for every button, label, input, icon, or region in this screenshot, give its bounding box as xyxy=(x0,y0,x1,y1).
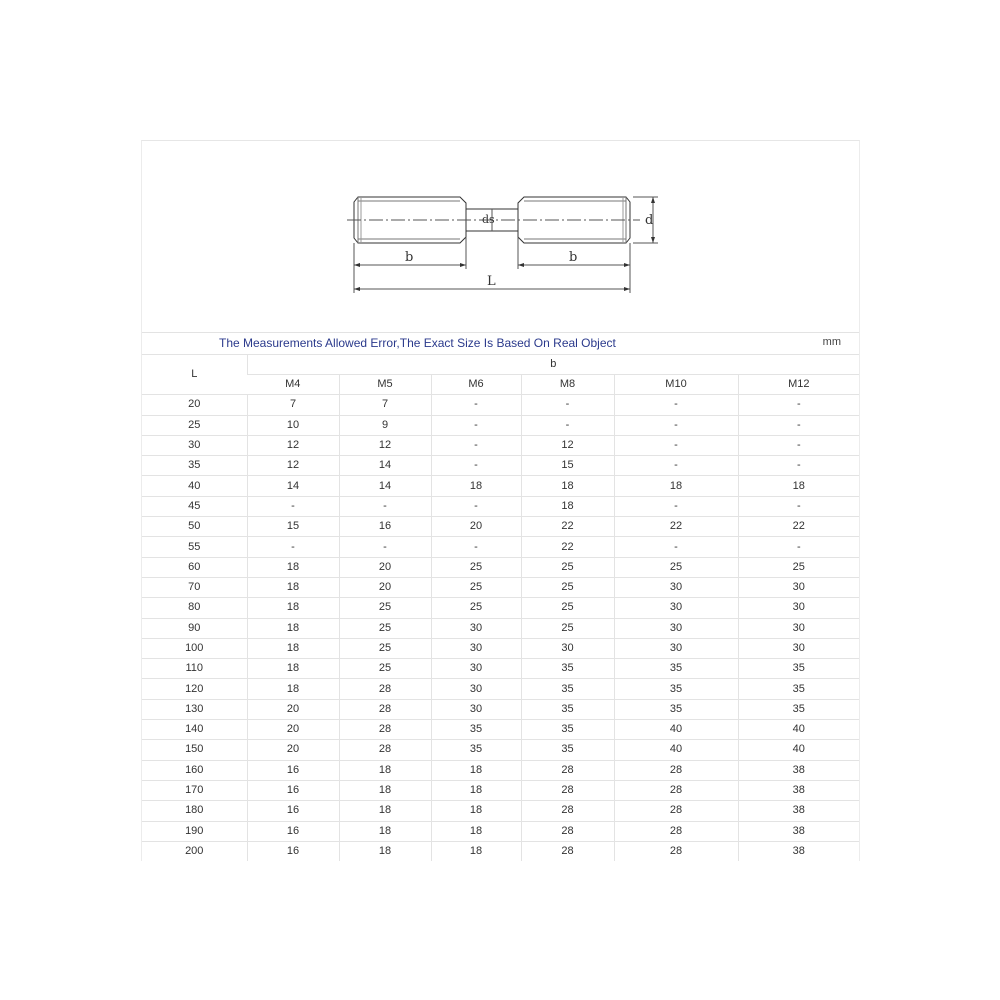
value-cell: 25 xyxy=(521,618,614,638)
value-cell: 35 xyxy=(614,659,738,679)
value-cell: 28 xyxy=(614,760,738,780)
value-cell: 22 xyxy=(738,517,859,537)
table-row xyxy=(142,638,859,658)
value-cell: - xyxy=(738,435,859,455)
value-cell: 40 xyxy=(614,740,738,760)
table-row xyxy=(142,801,859,821)
value-cell: 30 xyxy=(738,577,859,597)
value-cell: 30 xyxy=(431,638,521,658)
value-cell: 18 xyxy=(431,801,521,821)
length-cell: 20 xyxy=(142,395,247,415)
value-cell: 25 xyxy=(431,598,521,618)
length-cell: 160 xyxy=(142,760,247,780)
value-cell: - xyxy=(614,496,738,516)
value-cell: 18 xyxy=(431,821,521,841)
value-cell: 16 xyxy=(339,517,431,537)
length-cell: 190 xyxy=(142,821,247,841)
value-cell: - xyxy=(521,415,614,435)
value-cell: 35 xyxy=(431,720,521,740)
table-row xyxy=(142,821,859,841)
length-cell: 90 xyxy=(142,618,247,638)
value-cell: 18 xyxy=(431,760,521,780)
table-row xyxy=(142,537,859,557)
value-cell: 14 xyxy=(247,476,339,496)
value-cell: 15 xyxy=(247,517,339,537)
spec-table xyxy=(142,354,859,861)
note-row xyxy=(142,332,859,354)
table-row xyxy=(142,659,859,679)
value-cell: 12 xyxy=(247,435,339,455)
value-cell: 20 xyxy=(431,517,521,537)
value-cell: - xyxy=(738,537,859,557)
value-cell: 38 xyxy=(738,841,859,861)
value-cell: 30 xyxy=(738,598,859,618)
value-cell: 18 xyxy=(431,780,521,800)
value-cell: 28 xyxy=(339,699,431,719)
value-cell: - xyxy=(339,496,431,516)
table-row xyxy=(142,395,859,415)
value-cell: 7 xyxy=(339,395,431,415)
value-cell: 18 xyxy=(247,598,339,618)
value-cell: 16 xyxy=(247,801,339,821)
value-cell: 40 xyxy=(738,720,859,740)
value-cell: - xyxy=(614,435,738,455)
value-cell: 40 xyxy=(738,740,859,760)
table-row xyxy=(142,476,859,496)
value-cell: 20 xyxy=(247,740,339,760)
value-cell: 30 xyxy=(614,618,738,638)
value-cell: 16 xyxy=(247,841,339,861)
value-cell: - xyxy=(521,395,614,415)
value-cell: 25 xyxy=(339,659,431,679)
value-cell: 18 xyxy=(247,659,339,679)
value-cell: 35 xyxy=(738,679,859,699)
length-cell: 110 xyxy=(142,659,247,679)
value-cell: 14 xyxy=(339,476,431,496)
length-cell: 130 xyxy=(142,699,247,719)
value-cell: 28 xyxy=(339,740,431,760)
value-cell: 30 xyxy=(521,638,614,658)
table-row xyxy=(142,760,859,780)
value-cell: 25 xyxy=(738,557,859,577)
length-cell: 25 xyxy=(142,415,247,435)
value-cell: 20 xyxy=(339,577,431,597)
table-row xyxy=(142,456,859,476)
value-cell: 12 xyxy=(247,456,339,476)
column-header: M4 xyxy=(247,375,339,395)
value-cell: 18 xyxy=(247,577,339,597)
value-cell: 30 xyxy=(431,659,521,679)
value-cell: 28 xyxy=(614,841,738,861)
value-cell: 35 xyxy=(738,659,859,679)
dim-b-left-label: b xyxy=(405,250,414,265)
value-cell: - xyxy=(431,496,521,516)
value-cell: 25 xyxy=(521,577,614,597)
value-cell: 38 xyxy=(738,801,859,821)
value-cell: 18 xyxy=(521,476,614,496)
value-cell: 35 xyxy=(521,740,614,760)
value-cell: 28 xyxy=(521,821,614,841)
value-cell: 15 xyxy=(521,456,614,476)
value-cell: 28 xyxy=(614,780,738,800)
unit-label: mm xyxy=(822,336,841,348)
length-cell: 180 xyxy=(142,801,247,821)
value-cell: - xyxy=(339,537,431,557)
value-cell: 25 xyxy=(431,577,521,597)
value-cell: 35 xyxy=(614,699,738,719)
value-cell: 25 xyxy=(521,598,614,618)
measurement-note: The Measurements Allowed Error,The Exact Size Is Based On Real Object xyxy=(219,336,616,350)
length-cell: 40 xyxy=(142,476,247,496)
value-cell: 20 xyxy=(247,720,339,740)
value-cell: 35 xyxy=(614,679,738,699)
table-row xyxy=(142,841,859,861)
value-cell: 22 xyxy=(521,537,614,557)
value-cell: 35 xyxy=(521,679,614,699)
value-cell: - xyxy=(247,496,339,516)
value-cell: 25 xyxy=(521,557,614,577)
value-cell: 38 xyxy=(738,821,859,841)
value-cell: 22 xyxy=(521,517,614,537)
value-cell: 9 xyxy=(339,415,431,435)
dim-L-label: L xyxy=(487,274,496,289)
value-cell: 40 xyxy=(614,720,738,740)
value-cell: 18 xyxy=(247,638,339,658)
length-cell: 120 xyxy=(142,679,247,699)
table-row xyxy=(142,557,859,577)
length-cell: 150 xyxy=(142,740,247,760)
value-cell: 38 xyxy=(738,760,859,780)
table-row xyxy=(142,517,859,537)
value-cell: 30 xyxy=(431,618,521,638)
header-b: b xyxy=(247,355,859,375)
value-cell: 35 xyxy=(521,720,614,740)
value-cell: 28 xyxy=(614,821,738,841)
value-cell: 18 xyxy=(738,476,859,496)
table-row xyxy=(142,435,859,455)
value-cell: 28 xyxy=(614,801,738,821)
value-cell: 7 xyxy=(247,395,339,415)
value-cell: 30 xyxy=(614,598,738,618)
value-cell: - xyxy=(738,395,859,415)
value-cell: 20 xyxy=(339,557,431,577)
value-cell: 20 xyxy=(247,699,339,719)
value-cell: 18 xyxy=(339,801,431,821)
value-cell: 30 xyxy=(431,679,521,699)
value-cell: 30 xyxy=(738,638,859,658)
value-cell: 18 xyxy=(339,780,431,800)
value-cell: - xyxy=(614,456,738,476)
length-cell: 200 xyxy=(142,841,247,861)
value-cell: 18 xyxy=(339,841,431,861)
value-cell: - xyxy=(431,456,521,476)
value-cell: 35 xyxy=(738,699,859,719)
value-cell: - xyxy=(738,496,859,516)
table-row xyxy=(142,415,859,435)
value-cell: 30 xyxy=(614,638,738,658)
column-header: M5 xyxy=(339,375,431,395)
dim-d-label: d xyxy=(645,213,654,228)
value-cell: 18 xyxy=(247,618,339,638)
value-cell: 30 xyxy=(614,577,738,597)
value-cell: - xyxy=(738,415,859,435)
value-cell: 28 xyxy=(521,801,614,821)
length-cell: 35 xyxy=(142,456,247,476)
value-cell: 28 xyxy=(339,679,431,699)
table-row xyxy=(142,577,859,597)
value-cell: 18 xyxy=(614,476,738,496)
length-cell: 80 xyxy=(142,598,247,618)
table-row xyxy=(142,720,859,740)
value-cell: - xyxy=(431,537,521,557)
table-row xyxy=(142,618,859,638)
value-cell: 35 xyxy=(521,659,614,679)
length-cell: 60 xyxy=(142,557,247,577)
value-cell: 18 xyxy=(431,476,521,496)
table-row xyxy=(142,598,859,618)
length-cell: 55 xyxy=(142,537,247,557)
value-cell: 38 xyxy=(738,780,859,800)
column-header: M10 xyxy=(614,375,738,395)
value-cell: - xyxy=(738,456,859,476)
value-cell: 28 xyxy=(521,760,614,780)
value-cell: - xyxy=(614,537,738,557)
value-cell: 16 xyxy=(247,760,339,780)
length-cell: 140 xyxy=(142,720,247,740)
table-row xyxy=(142,496,859,516)
value-cell: - xyxy=(431,395,521,415)
header-L: L xyxy=(142,355,247,395)
value-cell: - xyxy=(247,537,339,557)
dim-b-right-label: b xyxy=(569,250,578,265)
value-cell: 25 xyxy=(339,618,431,638)
value-cell: 12 xyxy=(521,435,614,455)
value-cell: 25 xyxy=(614,557,738,577)
value-cell: 16 xyxy=(247,780,339,800)
table-row xyxy=(142,679,859,699)
column-header: M8 xyxy=(521,375,614,395)
spec-sheet xyxy=(141,140,860,861)
value-cell: 18 xyxy=(339,821,431,841)
value-cell: 18 xyxy=(247,557,339,577)
length-cell: 30 xyxy=(142,435,247,455)
dim-ds-label: ds xyxy=(482,213,495,226)
length-cell: 50 xyxy=(142,517,247,537)
value-cell: 18 xyxy=(521,496,614,516)
value-cell: 28 xyxy=(339,720,431,740)
table-row xyxy=(142,740,859,760)
length-cell: 45 xyxy=(142,496,247,516)
table-row xyxy=(142,699,859,719)
value-cell: 28 xyxy=(521,780,614,800)
stud-bolt-drawing xyxy=(142,141,859,331)
value-cell: 22 xyxy=(614,517,738,537)
value-cell: 30 xyxy=(738,618,859,638)
value-cell: 35 xyxy=(521,699,614,719)
column-header: M6 xyxy=(431,375,521,395)
value-cell: 25 xyxy=(339,598,431,618)
value-cell: 10 xyxy=(247,415,339,435)
value-cell: 18 xyxy=(431,841,521,861)
length-cell: 100 xyxy=(142,638,247,658)
length-cell: 70 xyxy=(142,577,247,597)
value-cell: - xyxy=(614,415,738,435)
value-cell: 16 xyxy=(247,821,339,841)
value-cell: - xyxy=(431,415,521,435)
value-cell: 35 xyxy=(431,740,521,760)
column-header: M12 xyxy=(738,375,859,395)
value-cell: 18 xyxy=(339,760,431,780)
length-cell: 170 xyxy=(142,780,247,800)
value-cell: - xyxy=(431,435,521,455)
table-row xyxy=(142,780,859,800)
value-cell: 14 xyxy=(339,456,431,476)
value-cell: 12 xyxy=(339,435,431,455)
value-cell: 30 xyxy=(431,699,521,719)
value-cell: - xyxy=(614,395,738,415)
value-cell: 18 xyxy=(247,679,339,699)
value-cell: 25 xyxy=(431,557,521,577)
value-cell: 28 xyxy=(521,841,614,861)
value-cell: 25 xyxy=(339,638,431,658)
